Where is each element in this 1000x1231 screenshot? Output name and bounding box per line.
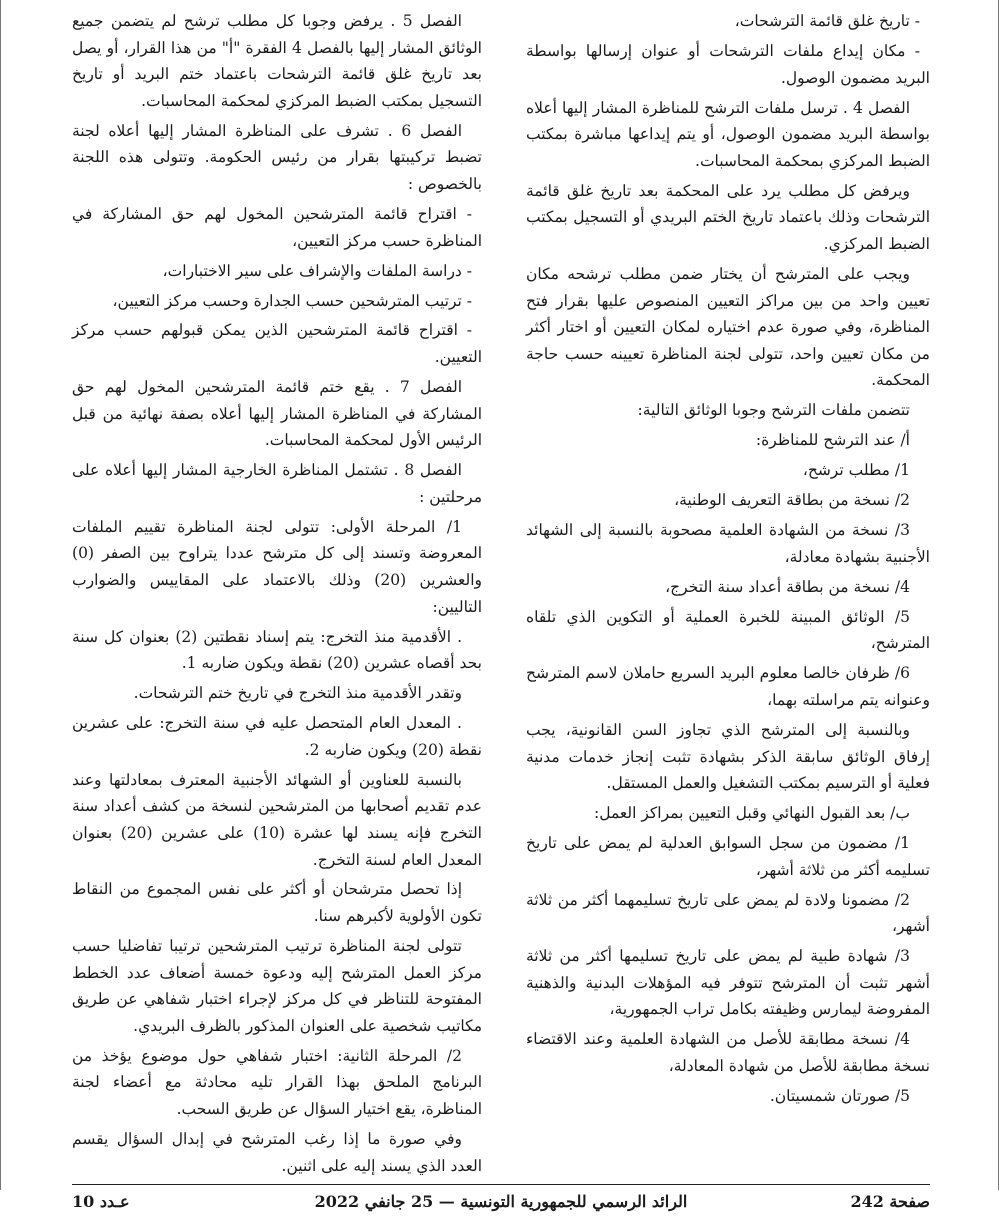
paragraph: تتضمن ملفات الترشح وجوبا الوثائق التالية: bbox=[637, 401, 910, 420]
list-item: - ترتيب المترشحين حسب الجدارة وحسب مركز التعيين، bbox=[112, 291, 472, 310]
article-4: الفصل 4 . ترسل ملفات الترشح للمناظرة المشار إليها أعلاه بواسطة البريد مضمون الوصول، أو يتم إيداعها مباشرة بمكتب الضبط المركزي بمحكمة المحاسبات. bbox=[526, 98, 930, 170]
list-item: 1/ مضمون من سجل السوابق العدلية لم يمض على تاريخ تسليمه أكثر من ثلاثة أشهر، bbox=[526, 834, 930, 879]
paragraph: ويجب على المترشح أن يختار ضمن مطلب ترشحه مكان تعيين واحد من بين مراكز التعيين المنصوص عليها بقرار فتح المناظرة، وفي صورة عدم اختياره لمكان التعيين أو اختار أكثر من مكان تعيين واحد، تتولى لجنة المناظرة تعيينه حسب حاجة المحكمة. bbox=[526, 264, 930, 390]
paragraph: . الأقدمية منذ التخرج: يتم إسناد نقطتين (2) بعنوان كل سنة بحد أقصاه عشرين (20) نقطة ويكون ضاربه 1. bbox=[72, 627, 482, 673]
paragraph: وفي صورة ما إذا رغب المترشح في إبدال السؤال يقسم العدد الذي يسند إليه على اثنين. bbox=[72, 1130, 482, 1175]
list-item: 5/ صورتان شمسيتان. bbox=[769, 1086, 910, 1105]
article-5: الفصل 5 . يرفض وجوبا كل مطلب ترشح لم يتضمن جميع الوثائق المشار إليها بالفصل 4 الفقرة "أ" من هذا القرار، أو يصل بعد تاريخ غلق قائمة الترشحات باعتماد ختم البريد أو تاريخ التسجيل بمكتب الضبط المركزي لمحكمة المحاسبات. bbox=[72, 12, 482, 110]
page-footer bbox=[72, 1192, 930, 1218]
list-item: 2/ مضمونا ولادة لم يمض على تاريخ تسليمهما أكثر من ثلاثة أشهر، bbox=[526, 890, 930, 936]
right-column bbox=[526, 8, 930, 1113]
paragraph: - مكان إيداع ملفات الترشحات أو عنوان إرسالها بواسطة البريد مضمون الوصول. bbox=[526, 41, 930, 87]
list-heading: ب/ بعد القبول النهائي وقبل التعيين بمراكز العمل: bbox=[594, 804, 910, 823]
paragraph: . المعدل العام المتحصل عليه في سنة التخرج: على عشرين نقطة (20) ويكون ضاربه 2. bbox=[72, 714, 482, 759]
list-item: 3/ نسخة من الشهادة العلمية مصحوبة بالنسبة إلى الشهائد الأجنبية بشهادة معادلة، bbox=[526, 521, 930, 566]
list-item: - دراسة الملفات والإشراف على سير الاختبارات، bbox=[162, 261, 472, 280]
page-edge-left bbox=[0, 0, 1, 1190]
list-item: 3/ شهادة طبية لم يمض على تاريخ تسليمها أكثر من ثلاثة أشهر تثبت أن المترشح تتوفر فيه المؤهلات البدنية والذهنية المفروضة ليمارس وظيفته بكامل تراب الجمهورية، bbox=[526, 947, 930, 1019]
list-item: 1/ مطلب ترشح، bbox=[802, 461, 910, 480]
paragraph: 2/ المرحلة الثانية: اختبار شفاهي حول موضوع يؤخذ من البرنامج الملحق بهذا القرار تليه محادثة مع أعضاء لجنة المناظرة، يقع اختيار السؤال عن طريق السحب. bbox=[72, 1046, 482, 1119]
list-item: - اقتراح قائمة المترشحين الذين يمكن قبولهم حسب مركز التعيين. bbox=[72, 321, 482, 367]
list-item: - اقتراح قائمة المترشحين المخول لهم حق المشاركة في المناظرة حسب مركز التعيين، bbox=[72, 204, 482, 250]
list-heading: أ/ عند الترشح للمناظرة: bbox=[755, 431, 910, 450]
article-8: الفصل 8 . تشتمل المناظرة الخارجية المشار إليها أعلاه على مرحلتين : bbox=[72, 461, 482, 506]
gazette-title: الرائد الرسمي للجمهورية التونسية — 25 جانفي 2022 bbox=[314, 1192, 688, 1211]
page-edge-right bbox=[998, 0, 999, 1190]
paragraph: 1/ المرحلة الأولى: تتولى لجنة المناظرة تقييم الملفات المعروضة وتسند إلى كل مترشح عددا يتراوح بين الصفر (0) والعشرين (20) وذلك بالاعتماد على المقاييس والضوارب التاليين: bbox=[72, 517, 482, 616]
list-item: 2/ نسخة من بطاقة التعريف الوطنية، bbox=[674, 491, 910, 510]
issue-number: عـدد 10 bbox=[72, 1192, 130, 1211]
paragraph: بالنسبة للعناوين أو الشهائد الأجنبية المعترف بمعادلتها وعند عدم تقديم أصحابها من المترشحين لنسخة من كشف أعداد سنة التخرج فإنه يسند لها عشرة (10) على عشرين (20) بعنوان المعدل العام لسنة التخرج. bbox=[72, 770, 482, 869]
list-item: 4/ نسخة من بطاقة أعداد سنة التخرج، bbox=[665, 577, 910, 596]
footer-rule bbox=[72, 1184, 930, 1185]
paragraph: وبالنسبة إلى المترشح الذي تجاوز السن القانونية، يجب إرفاق الوثائق سابقة الذكر بشهادة تثبت إنجاز خدمات مدنية فعلية أو الترسيم بمكتب التشغيل والعمل المستقل. bbox=[526, 720, 930, 793]
list-item: 4/ نسخة مطابقة للأصل من الشهادة العلمية وعند الاقتضاء نسخة مطابقة للأصل من شهادة المعادلة، bbox=[526, 1030, 930, 1075]
paragraph: إذا تحصل مترشحان أو أكثر على نفس المجموع من النقاط تكون الأولوية لأكبرهم سنا. bbox=[72, 880, 482, 926]
article-7: الفصل 7 . يقع ختم قائمة المترشحين المخول لهم حق المشاركة في المناظرة المشار إليها أعلاه بصفة نهائية من قبل الرئيس الأول لمحكمة المحاسبات. bbox=[72, 378, 482, 450]
page-number: صفحة 242 bbox=[850, 1192, 930, 1211]
paragraph: تتولى لجنة المناظرة ترتيب المترشحين ترتيبا تفاضليا حسب مركز العمل المترشح إليه ودعوة خمسة أضعاف عدد الخطط المفتوحة للتناظر في كل مركز لإجراء اختبار شفاهي عن طريق مكاتيب شخصية على العنوان المذكور بالظرف البريدي. bbox=[72, 937, 482, 1035]
paragraph: - تاريخ غلق قائمة الترشحات، bbox=[734, 12, 920, 30]
paragraph: ويرفض كل مطلب يرد على المحكمة بعد تاريخ غلق قائمة الترشحات وذلك باعتماد تاريخ الختم البريدي أو التسجيل بمكتب الضبط المركزي. bbox=[526, 181, 930, 253]
paragraph: وتقدر الأقدمية منذ التخرج في تاريخ ختم الترشحات. bbox=[133, 684, 462, 703]
article-6: الفصل 6 . تشرف على المناظرة المشار إليها أعلاه لجنة تضبط تركيبتها بقرار من رئيس الحكومة. وتتولى هذه اللجنة بالخصوص : bbox=[72, 121, 482, 193]
list-item: 5/ الوثائق المبينة للخبرة العملية أو التكوين الذي تلقاه المترشح، bbox=[526, 607, 930, 653]
list-item: 6/ ظرفان خالصا معلوم البريد السريع حاملان لاسم المترشح وعنوانه يتم مراسلته بهما، bbox=[526, 664, 930, 709]
left-column bbox=[72, 8, 482, 1183]
